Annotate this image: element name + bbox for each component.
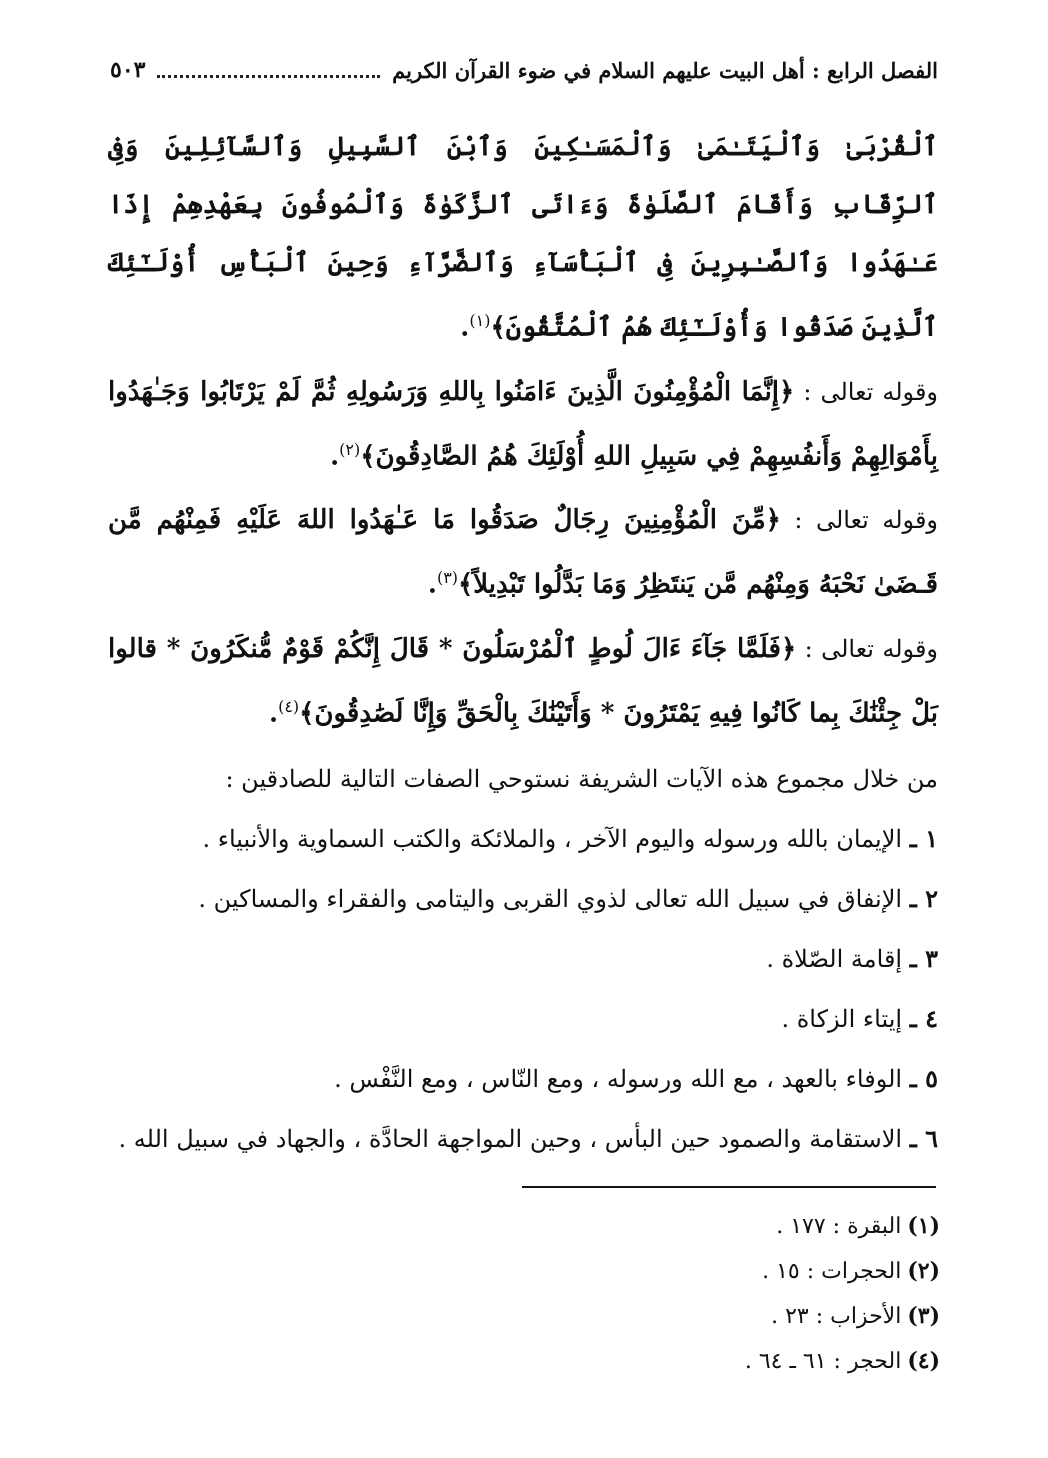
- verse-paragraph: [108, 620, 938, 743]
- list-item: [108, 1049, 938, 1109]
- list-item: [108, 809, 938, 869]
- summary-intro: من خلال مجموع هذه الآيات الشريفة نستوحي الصفات التالية للصادقين :: [225, 764, 938, 793]
- footnote-divider: [522, 1186, 936, 1188]
- footnote-number: (٣): [907, 1303, 940, 1329]
- list-number: ٤ ـ: [909, 1003, 938, 1033]
- verse-paragraph: [108, 363, 938, 486]
- list-text: الإيمان بالله ورسوله واليوم الآخر ، والملائكة والكتب السماوية والأنبياء .: [202, 824, 903, 853]
- verse-text: ﴿فَلَمَّا جَآءَ ءَالَ لُوطٍ ٱلْمُرْسَلُونَ * قَالَ إِنَّكُمْ قَوْمٌ مُّنكَرُونَ * قالوا بَلْ جِئْنَٰكَ بِما كَانُوا فِيهِ يَمْتَرُونَ * وَأَتَيْنَٰكَ بِالْحَقِّ وَإِنَّا لَصَٰدِقُونَ﴾: [108, 633, 938, 729]
- list-number: ٢ ـ: [909, 883, 938, 913]
- footnote-text: الحجر : ٦١ ـ ٦٤ .: [744, 1349, 902, 1374]
- list-text: إيتاء الزكاة .: [781, 1004, 903, 1033]
- footnote: [440, 1249, 940, 1294]
- verse-text: ﴿مِّنَ الْمُؤْمِنِينَ رِجَالٌ صَدَقُوا مَا عَـٰهَدُوا اللهَ عَلَيْهِ فَمِنْهُم مَّن قَـضَىٰ نَحْبَهُ وَمِنْهُم مَّن يَنتَظِرُ وَمَا بَدَّلُوا تَبْدِيلاً﴾: [108, 505, 938, 600]
- footnote-text: البقرة : ١٧٧ .: [776, 1214, 902, 1239]
- footnote: [440, 1204, 940, 1249]
- list-text: الإنفاق في سبيل الله تعالى لذوي القربى واليتامى والفقراء والمساكين .: [198, 884, 903, 913]
- list-number: ٦ ـ: [909, 1123, 938, 1153]
- list-text: الوفاء بالعهد ، مع الله ورسوله ، ومع النّاس ، ومع النَّفْس .: [334, 1064, 903, 1093]
- footnote-text: الحجرات : ١٥ .: [762, 1259, 902, 1284]
- page-header: [110, 50, 938, 90]
- sentence-end: .: [330, 441, 340, 472]
- list-number: ١ ـ: [909, 823, 938, 853]
- list-text: إقامة الصّلاة .: [766, 944, 903, 973]
- sentence-end: .: [460, 312, 470, 343]
- footnote-number: (٢): [907, 1258, 940, 1284]
- main-text: [108, 118, 938, 1169]
- sentence-end: .: [269, 698, 279, 729]
- sentence-end: .: [427, 569, 437, 600]
- footnote: [440, 1339, 940, 1384]
- header-dot-leader: [157, 75, 380, 78]
- footnote: [440, 1294, 940, 1339]
- footnote-number: (١): [907, 1213, 940, 1239]
- list-item: [108, 929, 938, 989]
- footnote-text: الأحزاب : ٢٣ .: [771, 1304, 902, 1329]
- list-number: ٣ ـ: [909, 943, 938, 973]
- list-item: [108, 1109, 938, 1169]
- verse-paragraph: [108, 118, 938, 357]
- verse-intro: وقوله تعالى :: [794, 377, 939, 406]
- footnote-reference[interactable]: (٢): [339, 439, 361, 459]
- footnote-reference[interactable]: (٣): [436, 568, 459, 588]
- verse-text: ﴿إِنَّمَا الْمُؤْمِنُونَ الَّذِينَ ءَامَنُوا بِاللهِ وَرَسُولِهِ ثُمَّ لَمْ يَرْتَابُوا وَجَـٰهَدُوا بِأَمْوَالِهِمْ وَأَنفُسِهِمْ فِي سَبِيلِ اللهِ أُوْلَئِكَ هُمُ الصَّادِقُونَ﴾: [108, 376, 938, 472]
- list-number: ٥ ـ: [909, 1063, 938, 1093]
- footnote-number: (٤): [907, 1348, 940, 1374]
- verse-text: ٱلْقُرْبَىٰ وَٱلْيَتَـٰمَىٰ وَٱلْمَسَـٰكِينَ وَٱبْنَ ٱلسَّبِيلِ وَٱلسَّآئِلِينَ وَفِى ٱلرِّقَابِ وَأَقَامَ ٱلصَّلَوٰةَ وَءَاتَى ٱلزَّكَوٰةَ وَٱلْمُوفُونَ بِعَهْدِهِمْ إِذَا عَـٰهَدُوا وَٱلصَّـٰبِرِينَ فِى ٱلْبَأْسَآءِ وَٱلضَّرَّآءِ وَحِينَ ٱلْبَأْسِ أُوْلَـٰٓئِكَ ٱلَّذِينَ صَدَقُوا وَأُوْلَـٰٓئِكَ هُمُ ٱلْمُتَّقُونَ﴾: [108, 132, 938, 343]
- page-number: ٥٠٣: [110, 57, 146, 83]
- footnote-reference[interactable]: (١): [469, 311, 491, 330]
- verse-intro: وقوله تعالى :: [780, 506, 938, 535]
- footnotes: [440, 1204, 940, 1384]
- footnote-reference[interactable]: (٤): [278, 696, 300, 716]
- verse-intro: وقوله تعالى :: [796, 634, 938, 663]
- list-item: [108, 989, 938, 1049]
- verse-paragraph: [108, 491, 938, 614]
- running-title: الفصل الرابع : أهل البيت عليهم السلام في ضوء القرآن الكريم: [392, 57, 938, 83]
- list-text: الاستقامة والصمود حين البأس ، وحين المواجهة الحادَّة ، والجهاد في سبيل الله .: [118, 1124, 903, 1153]
- list-item: [108, 869, 938, 929]
